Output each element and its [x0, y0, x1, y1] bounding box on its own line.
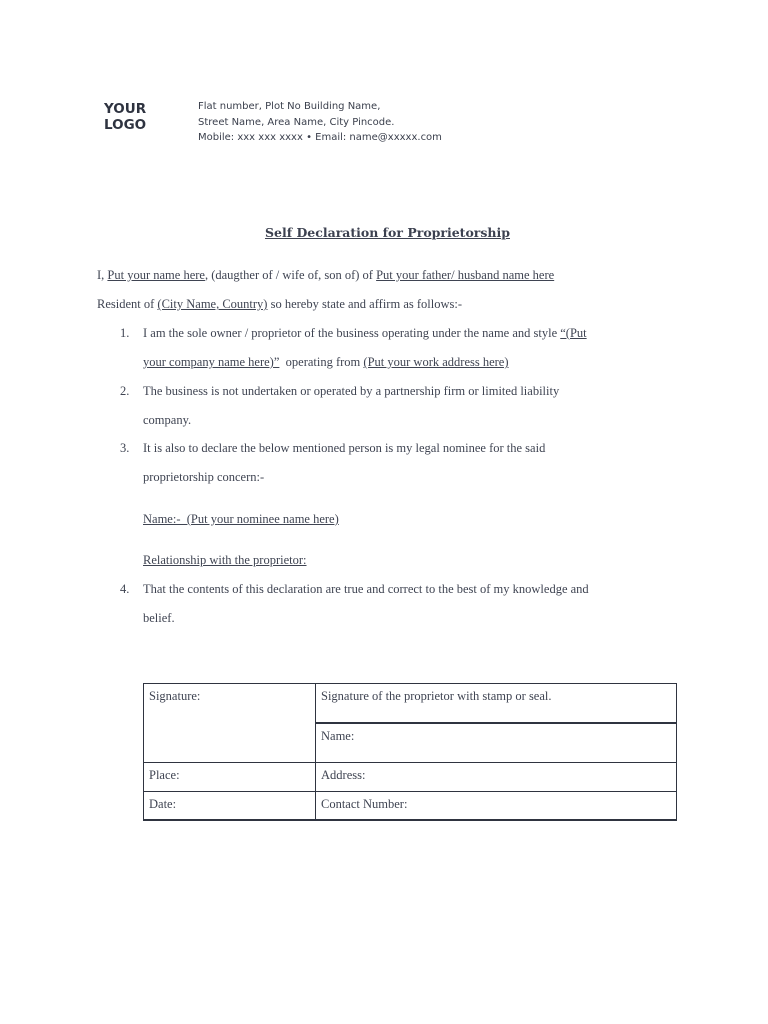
address-line-2: Street Name, Area Name, City Pincode. — [198, 116, 395, 128]
document-title: Self Declaration for Proprietorship — [264, 225, 510, 240]
item-3-line-2: proprietorship concern:- — [143, 470, 265, 484]
logo-line-2: LOGO — [104, 117, 147, 133]
item-number-4: 4. — [120, 582, 130, 596]
item-number-2: 2. — [120, 384, 130, 398]
item-4-line-2: belief. — [143, 611, 175, 625]
item-4-line-1: That the contents of this declaration are true and correct to the best of my knowledge and — [143, 582, 589, 596]
item-2-line-2: company. — [143, 413, 192, 427]
item-1-text: I am the sole owner / proprietor of the business operating under the name and style — [143, 326, 561, 340]
city-placeholder: (City Name, Country) — [157, 297, 268, 311]
contact-number-label-cell: Contact Number: — [316, 792, 677, 821]
intro-prefix: I, — [97, 268, 108, 282]
table-row — [144, 684, 677, 724]
relation-text: , (daugther of / wife of, son of) of — [204, 268, 377, 282]
address-line-1: Flat number, Plot No Building Name, — [198, 101, 381, 112]
table-row — [144, 763, 677, 792]
item-2-line-1: The business is not undertaken or operated by a partnership firm or limited liability — [143, 384, 560, 398]
signature-label-cell: Signature: — [144, 684, 316, 763]
name-label-cell: Name: — [316, 723, 677, 763]
signature-desc-cell: Signature of the proprietor with stamp or seal. — [316, 684, 677, 724]
table-row — [144, 792, 677, 821]
company-logo — [104, 101, 146, 133]
father-name-placeholder: Put your father/ husband name here — [376, 268, 555, 282]
company-name-placeholder-a: “(Put — [560, 326, 587, 340]
logo-line-1: YOUR — [104, 101, 147, 117]
nominee-name-line: Name:- (Put your nominee name here) — [143, 512, 339, 526]
address-label-cell: Address: — [316, 763, 677, 792]
item-1-line-2 — [143, 353, 509, 371]
item-1-mid-text: operating from — [279, 355, 364, 369]
item-number-3: 3. — [120, 441, 130, 455]
relationship-line: Relationship with the proprietor: — [143, 553, 307, 567]
item-3-line-1: It is also to declare the below mentioned person is my legal nominee for the said — [143, 441, 546, 455]
intro-line-1 — [97, 266, 554, 284]
item-1-line-1 — [143, 324, 587, 342]
place-label-cell: Place: — [144, 763, 316, 792]
resident-prefix: Resident of — [97, 297, 158, 311]
signature-table — [143, 683, 677, 821]
work-address-placeholder: (Put your work address here) — [363, 355, 509, 369]
resident-suffix: so hereby state and affirm as follows:- — [267, 297, 462, 311]
company-name-placeholder-b: your company name here)” — [143, 355, 280, 369]
address-block — [198, 99, 442, 146]
address-line-3: Mobile: xxx xxx xxxx • Email: name@xxxxx.com — [198, 132, 442, 143]
intro-line-2 — [97, 295, 462, 313]
date-label-cell: Date: — [144, 792, 316, 821]
item-number-1: 1. — [120, 326, 130, 340]
name-placeholder: Put your name here — [107, 268, 205, 282]
